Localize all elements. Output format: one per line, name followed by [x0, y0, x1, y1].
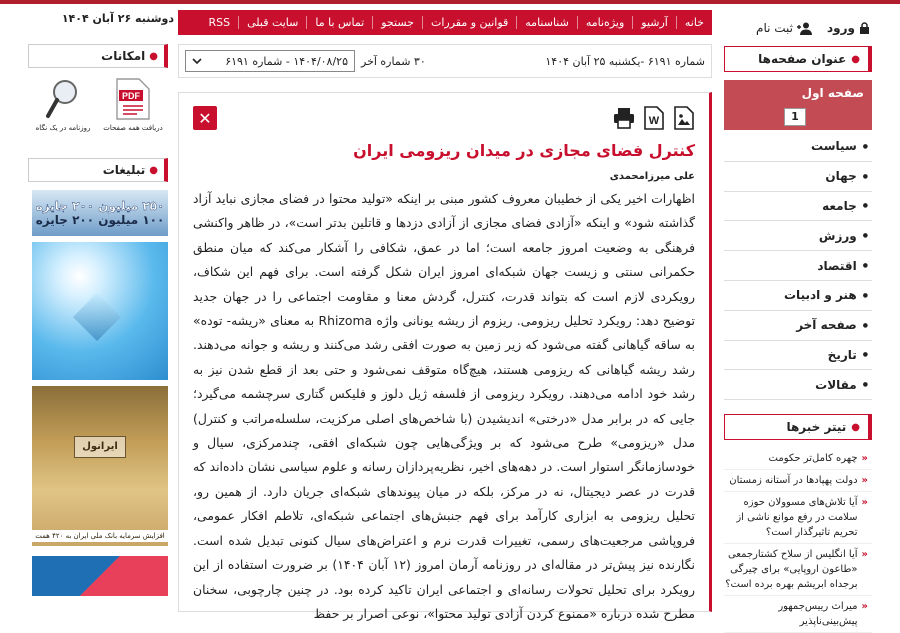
auth-links — [724, 10, 872, 40]
image-file-icon — [674, 106, 694, 130]
date-display: دوشنبه ۲۶ آبان ۱۴۰۴ — [61, 12, 174, 25]
top-accent-line — [0, 0, 900, 4]
download-all-pages-button[interactable] — [103, 78, 163, 152]
news-item[interactable]: « آیا تلاش‌های مسوولان حوزه سلامت در رفع موانع ناشی از تحریم تاثیرگذار است؟ — [724, 492, 872, 544]
issue-label: شماره ۶۱۹۱ -یکشنبه ۲۵ آبان ۱۴۰۴ — [545, 54, 705, 68]
iranol-logo: ایرانول — [74, 436, 126, 458]
svg-text:PDF: PDF — [122, 91, 140, 101]
nav-home[interactable]: خانه — [676, 16, 712, 29]
chevron-left-icon: « — [861, 475, 868, 487]
news-item[interactable]: « دولت پهپادها در آستانه زمستان — [724, 470, 872, 492]
page-item-economy[interactable]: ● اقتصاد — [724, 251, 872, 281]
page-item-last[interactable]: ● صفحه آخر — [724, 311, 872, 341]
issue-bar — [178, 44, 712, 78]
ad-banner-iranol[interactable] — [32, 386, 168, 546]
chevron-down-icon — [192, 58, 202, 65]
svg-text:W: W — [648, 115, 660, 127]
issue-select[interactable] — [185, 50, 355, 72]
search-caption: روزنامه در یک نگاه — [35, 124, 91, 132]
nav-rss[interactable]: RSS — [208, 16, 231, 29]
bullet-icon: ● — [851, 421, 860, 433]
image-download-button[interactable] — [673, 106, 695, 130]
page-item-politics[interactable]: ● سیاست — [724, 132, 872, 162]
page-item-articles[interactable]: ● مقالات — [724, 370, 872, 400]
article-panel — [178, 92, 712, 621]
nav-special[interactable]: ویژه‌نامه — [577, 16, 632, 29]
ad1-line1: ۲۵۰ میلیون ۲۰۰ جایزه — [35, 199, 165, 213]
article-toolbar — [193, 101, 695, 135]
main-nav-bar — [178, 10, 712, 35]
issue-select-value: ۱۴۰۴/۰۸/۲۵ - شماره ۶۱۹۱ — [225, 54, 348, 68]
magnifier-icon — [45, 78, 81, 120]
close-button[interactable] — [193, 106, 217, 130]
article-body: اظهارات اخیر یکی از خطیبان معروف کشور مبنی بر اینکه «تولید محتوا در فضای مجازی نباید آزاد گذاشته شود» و اینکه «آزادی فضای مجازی از آزادی دزدها و قاتلین بدتر است»، در ظاهر واکنشی فرهنگی به وضعیت امروز جامعه است؛ اما در عمق، شکافی را آشکار می‌کند که میان منطق حکمرانی سنتی و زیست جهان شبکه‌ای امروز ایران شکل گرفته است. برای فهم این شکاف، رویکردی لازم است که بتواند قدرت، کنترل، گردش معنا و مقاومت اجتماعی را در جهان جدید توضیح دهد: رویکرد تحلیل ریزومی. ریزوم از ریشه یونانی واژه Rhizoma به معنای «ریشه- توده» به ساقه گیاهانی گفته می‌شود که زیر زمین به صورت افقی رشد می‌کنند و ریشه و جوانه می‌دهند. رشد ریشه گیاهانی که ریزومی هستند، هیچ‌گاه متوقف نمی‌شود و حتی بعد از قطع شدن نیز به رشد خود ادامه می‌دهند. رویکرد ریزومی از فلسفه ژیل دلوز و فلیکس گتاری سرچشمه می‌گیرد؛ جایی که در برابر مدل «درختی» اندیشیدن (با شاخص‌های اصلی مرکزیت، سلسله‌مراتب و کنترل) مدل «ریزومی» طرح می‌شود که بر ویژگی‌هایی چون شبکه‌ای افقی، چندمرکزی، سیال و خودسازمانگر استوار است. در دهه‌های اخیر، نظریه‌پردازان رسانه و علوم سیاسی نشان داده‌اند که قدرت در عصر دیجیتال، نه در مرکز، بلکه در میان پیوندهای شبکه‌ای جریان دارد. از همین رو، تحلیل ریزومی به ابزاری کارآمد برای فهم جنبش‌های اجتماعی شبکه‌ای، تلاطم افکار عمومی، فروپاشی مرجعیت‌های رسمی، تغییرات قدرت نرم و اعتراض‌های سیال کنونی تبدیل شده است. نگارنده نیز پیش‌تر در مقاله‌ای در روزنامه آرمان امروز (۱۲ آبان ۱۴۰۴) بر ضرورت استفاده از این رویکرد برای تحلیل تحولات رسانه‌ای و اجتماعی ایران تاکید کرده بود. در چنین چارچوبی، سخنان مطرح شده درباره «ممنوع کردن آزادی تولید محتوا»، نوعی اصرار بر حفظ — [193, 191, 695, 621]
ad-banner-blue[interactable] — [32, 242, 168, 380]
nav-about[interactable]: شناسنامه — [516, 16, 577, 29]
page-number-badge: 1 — [784, 108, 806, 126]
pdf-icon — [115, 78, 151, 120]
first-page-label: صفحه اول — [801, 86, 864, 100]
chevron-left-icon: « — [861, 549, 868, 561]
pages-panel-title: ● عنوان صفحه‌ها — [724, 46, 872, 72]
feature-icons — [28, 78, 168, 152]
first-page-item[interactable] — [724, 80, 872, 130]
ad3-caption: افزایش سرمایه بانک ملی ایران به ۴۲۰ همت — [32, 530, 168, 542]
pages-list — [724, 132, 872, 400]
register-link[interactable]: ثبت نام — [756, 16, 813, 40]
word-download-button[interactable] — [643, 106, 665, 130]
news-panel-title: ● تیتر خبرها — [724, 414, 872, 440]
paper-glance-button[interactable] — [33, 78, 93, 152]
add-user-icon — [797, 22, 813, 35]
article-title: کنترل فضای مجازی در میدان ریزومی ایران — [353, 141, 695, 160]
page-item-world[interactable]: ● جهان — [724, 162, 872, 192]
ad-banner-lottery[interactable] — [32, 190, 168, 236]
page-item-society[interactable]: ● جامعه — [724, 192, 872, 222]
printer-icon — [613, 107, 635, 129]
last-30-label: ۳۰ شماره آخر — [361, 54, 426, 68]
page-item-sports[interactable]: ● ورزش — [724, 221, 872, 251]
page-item-history[interactable]: ● تاریخ — [724, 341, 872, 371]
bullet-icon: ● — [851, 53, 860, 65]
bullet-icon: ● — [149, 50, 158, 62]
ad-banner-bank[interactable] — [32, 556, 168, 596]
lock-icon — [859, 22, 870, 34]
chevron-left-icon: « — [861, 453, 868, 465]
print-button[interactable] — [613, 106, 635, 130]
ad1-line2: ۱۰۰ میلیون ۲۰۰ جایزه — [35, 213, 165, 227]
pdf-caption: دریافت همه صفحات — [103, 124, 163, 132]
bullet-icon: ● — [149, 164, 158, 176]
nav-search[interactable]: جستجو — [372, 16, 422, 29]
right-sidebar — [724, 10, 872, 633]
nav-rules[interactable]: قوانین و مقررات — [422, 16, 516, 29]
diamond-graphic — [73, 293, 121, 341]
tool-icons — [613, 106, 695, 130]
page-item-art[interactable]: ● هنر و ادبیات — [724, 281, 872, 311]
news-list — [724, 448, 872, 633]
login-link[interactable]: ورود — [827, 16, 870, 40]
facilities-panel-title: ● امکانات — [28, 44, 168, 68]
close-icon: ✕ — [198, 108, 212, 128]
nav-archive[interactable]: آرشیو — [632, 16, 676, 29]
chevron-left-icon: « — [861, 497, 868, 509]
news-item[interactable]: « چهره کامل‌تر حکومت — [724, 448, 872, 470]
article-author: علی میرزامحمدی — [609, 171, 695, 182]
chevron-left-icon: « — [861, 601, 868, 613]
nav-old-site[interactable]: سایت قبلی — [238, 16, 306, 29]
word-file-icon — [644, 106, 664, 130]
ads-panel-title: ● تبلیغات — [28, 158, 168, 182]
news-item[interactable]: « آیا انگلیس از سلاح کشتارجمعی «طاعون اروپایی» برای چیرگی برجداه ابریشم بهره برده است؟ — [724, 544, 872, 596]
left-sidebar — [28, 44, 168, 596]
nav-contact[interactable]: تماس با ما — [306, 16, 372, 29]
news-item[interactable]: « میراث رییس‌جمهور پیش‌بینی‌ناپذیر — [724, 596, 872, 633]
issue-selector — [185, 50, 426, 72]
